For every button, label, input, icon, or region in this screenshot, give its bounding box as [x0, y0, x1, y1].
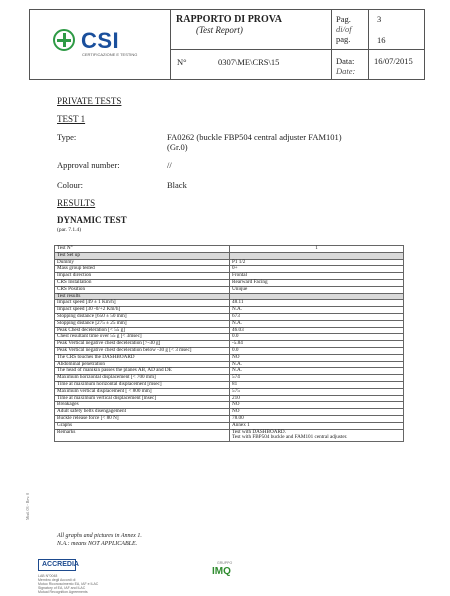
of-label-2: pag. — [336, 34, 351, 44]
table-row — [55, 259, 404, 266]
imq-logo: IMQ — [212, 566, 231, 577]
dynamic-test-ref: (par. 7.1.4) — [57, 227, 82, 233]
type-value-group: (Gr.0) — [167, 142, 188, 152]
table-row — [55, 415, 404, 422]
table-cell-parameter: Time at maximum vertical displacement [msec] — [55, 395, 230, 402]
table-cell-parameter: Abdominal penetration — [55, 361, 230, 368]
table-cell-parameter: Graphs — [55, 422, 230, 429]
table-cell-parameter: Adult safety belts disengagement — [55, 409, 230, 416]
table-cell-value: 575 — [230, 388, 404, 395]
table-cell-value: 0+ — [230, 266, 404, 273]
test1-heading: TEST 1 — [57, 114, 86, 124]
table-cell-value: 46.03 — [230, 327, 404, 334]
table-row — [55, 266, 404, 273]
table-cell-value: 210 — [230, 395, 404, 402]
table-row — [55, 252, 404, 259]
table-cell-parameter: Mass group tested — [55, 266, 230, 273]
table-cell-value: -5.84 — [230, 341, 404, 348]
table-cell-parameter: Test N° — [55, 246, 230, 253]
table-cell-parameter: Breakages — [55, 402, 230, 409]
table-cell-value: 0.0 — [230, 347, 404, 354]
table-cell-value: NO — [230, 402, 404, 409]
date-label: Date: — [336, 66, 356, 76]
table-cell-value: Rearward Facing — [230, 279, 404, 286]
report-title: RAPPORTO DI PROVA — [176, 14, 282, 25]
table-row — [55, 286, 404, 293]
table-cell-parameter: Maximum vertical displacement [ < 800 mm] — [55, 388, 230, 395]
results-table — [54, 245, 404, 442]
private-tests-heading: PRIVATE TESTS — [57, 96, 122, 106]
annex-note: All graphs and pictures in Annex 1. — [57, 533, 142, 539]
table-cell-value: 48.11 — [230, 300, 404, 307]
table-cell-parameter: The CRS touches the DASHBOARD — [55, 354, 230, 361]
accredia-logo-text: ACCREDIA — [42, 561, 79, 568]
table-cell-parameter: CRS Position — [55, 286, 230, 293]
form-code: Mod. 03 - Rev. 0 — [25, 492, 30, 520]
page-label: Pag. — [336, 14, 351, 24]
table-cell-parameter: Stopping distance [650 ± 50 mm] — [55, 313, 230, 320]
table-cell-value: N.A. — [230, 368, 404, 375]
dynamic-test-heading: DYNAMIC TEST — [57, 215, 127, 225]
table-cell-parameter: Peak Vertical negative chest deceleration below -30 g [< 3 msec] — [55, 347, 230, 354]
table-cell-parameter: Test results — [55, 293, 230, 300]
colour-label: Colour: — [57, 180, 83, 190]
csi-logo-text: CSI — [81, 28, 120, 53]
table-row — [55, 246, 404, 253]
table-cell-parameter: Stopping distance [275 ± 25 mm] — [55, 320, 230, 327]
report-subtitle: (Test Report) — [196, 25, 243, 35]
table-cell-value: N.A. — [230, 307, 404, 314]
table-cell-parameter: Maximum horizontal displacement [< 700 mm] — [55, 375, 230, 382]
table-row — [55, 279, 404, 286]
accredia-logo — [38, 559, 79, 571]
colour-value: Black — [167, 180, 187, 190]
table-cell-value — [230, 252, 404, 259]
approval-value: // — [167, 160, 172, 170]
table-row — [55, 422, 404, 429]
table-cell-value: N.A. — [230, 320, 404, 327]
table-cell-parameter: Buckle release force [< 80 N] — [55, 415, 230, 422]
report-number-label: N° — [177, 57, 187, 67]
table-cell-value: 81 — [230, 381, 404, 388]
table-cell-value: 78.00 — [230, 415, 404, 422]
table-cell-value: 0.0 — [230, 334, 404, 341]
imq-group-label: GRUPPO — [217, 561, 233, 565]
type-label: Type: — [57, 132, 77, 142]
table-cell-value: 1 — [230, 246, 404, 253]
table-cell-value: 574 — [230, 375, 404, 382]
table-cell-parameter: Impact speed [30 -0/+2 Km/h] — [55, 307, 230, 314]
table-cell-value: P1 1/2 — [230, 259, 404, 266]
table-cell-parameter: CRS Installation — [55, 279, 230, 286]
table-cell-parameter: The head of manikin passes the planes AB, AD and DE — [55, 368, 230, 375]
table-cell-parameter: Remarks — [55, 429, 230, 442]
table-cell-value: N.A. — [230, 361, 404, 368]
table-cell-parameter: Peak Vertical negative chest deceleration [>-30 g] — [55, 341, 230, 348]
csi-logo-icon — [53, 29, 75, 51]
table-cell-parameter: Chest resultant time over 55 g [< 3msec] — [55, 334, 230, 341]
page-total: 16 — [377, 35, 386, 45]
na-note: N.A.: means NOT APPLICABLE. — [57, 541, 138, 547]
approval-label: Approval number: — [57, 160, 120, 170]
table-row — [55, 395, 404, 402]
table-cell-value: 673 — [230, 313, 404, 320]
table-cell-parameter: Impact direction — [55, 273, 230, 280]
table-cell-parameter: Impact speed [49 ± 1 Km/h] — [55, 300, 230, 307]
results-heading: RESULTS — [57, 198, 96, 208]
table-cell-value: Unique — [230, 286, 404, 293]
table-row — [55, 429, 404, 442]
table-cell-parameter: Test Set up — [55, 252, 230, 259]
data-label: Data: — [336, 56, 355, 66]
table-row — [55, 273, 404, 280]
table-cell-parameter: Peak Chest deceleration [< 55 g] — [55, 327, 230, 334]
table-cell-parameter: Dummy — [55, 259, 230, 266]
of-label: di/of — [336, 24, 352, 34]
table-cell-value: Test with DASHBOARD. Test with FBP504 buckle and FAM101 central adjuster. — [230, 429, 404, 442]
accredia-subtitle: LAB N°0048 Membro degli Accordi di Mutuo Riconoscimento EA, IAF e ILAC Signatory of EA, IAF and ILAC Mutual Recognition Agreements — [38, 574, 99, 594]
page-number: 3 — [377, 14, 382, 24]
table-cell-value: Frontal — [230, 273, 404, 280]
table-cell-value: NO — [230, 409, 404, 416]
type-value: FA0262 (buckle FBP504 central adjuster FAM101) — [167, 132, 342, 142]
report-number: 0307\ME\CRS\15 — [218, 57, 280, 67]
table-row — [55, 354, 404, 361]
table-row — [55, 388, 404, 395]
csi-logo-subtitle: CERTIFICAZIONE E TESTING — [82, 52, 138, 57]
table-cell-value: Annex 1 — [230, 422, 404, 429]
table-cell-value — [230, 293, 404, 300]
report-date: 16/07/2015 — [374, 56, 413, 66]
table-cell-parameter: Time at maximum horizontal displacement [msec] — [55, 381, 230, 388]
table-cell-value: NO — [230, 354, 404, 361]
